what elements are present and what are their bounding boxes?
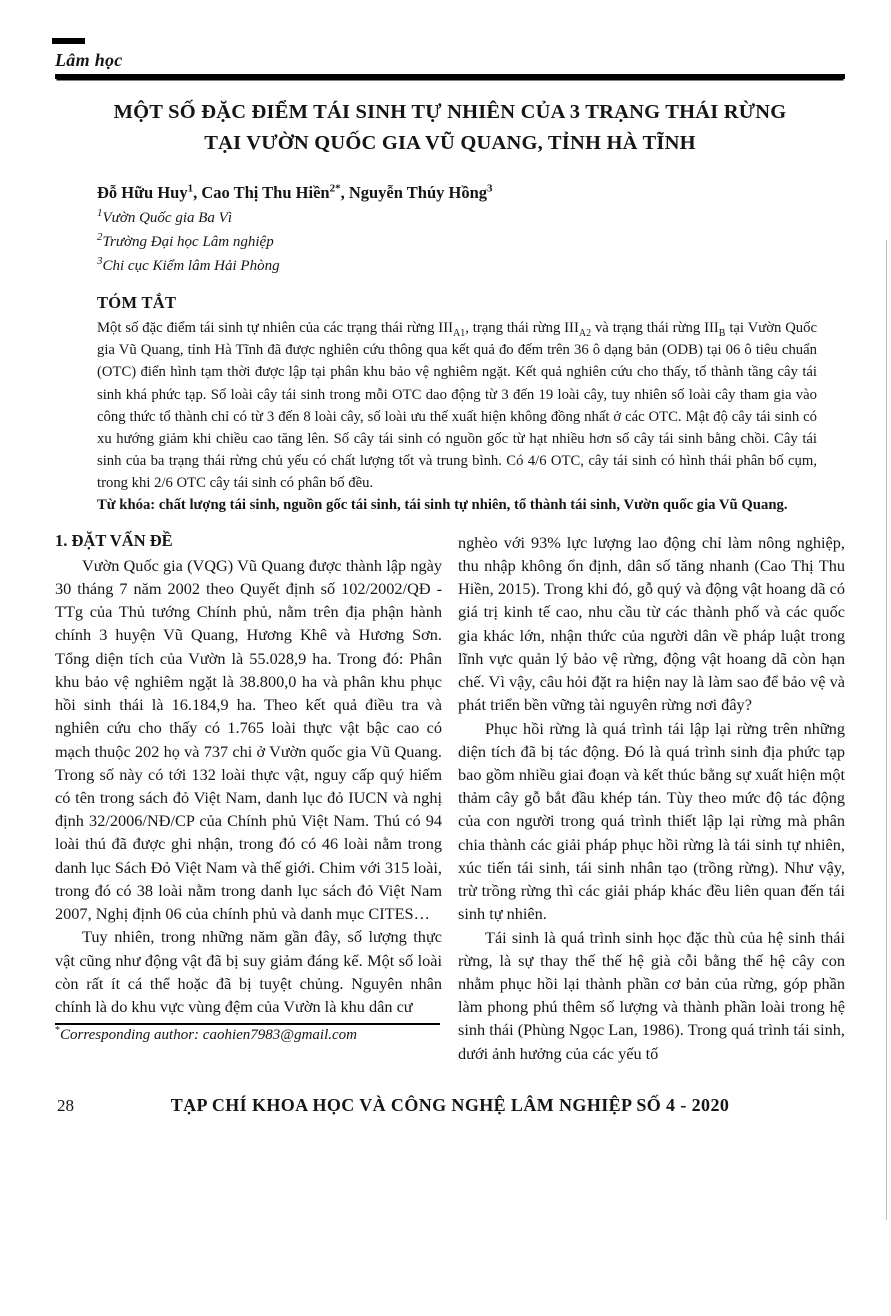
body-paragraph: nghèo với 93% lực lượng lao động chỉ làm nông nghiệp, thu nhập không ổn định, dân số tăng nhanh (Cao Thị Thu Hiền, 2015). Trong khi đó, gỗ quý và động vật hoang dã có giá trị kinh tế cao, nhu cầu từ các thành phố và các quốc gia khác lớn, nhận thức của người dân về pháp luật trong lĩnh vực quản lý bảo vệ rừng, động vật hoang dã còn hạn chế. Vì vậy, câu hỏi đặt ra hiện nay là làm sao để bảo vệ và phát triển bền vững tài nguyên rừng nơi đây? <box>458 532 845 715</box>
affiliation-marker: 2 <box>97 230 103 243</box>
affiliation-text: Trường Đại học Lâm nghiệp <box>102 233 274 250</box>
abstract-text <box>97 317 817 493</box>
body-paragraph: Phục hồi rừng là quá trình tái lập lại rừng trên những diện tích đã bị tác động. Đó là quá trình sinh địa phức tạp bao gồm nhiều giai đoạn và kết thúc bằng sự xuất hiện một thảm cây gỗ bắt đầu khép tán. Tùy theo mức độ tác động của con người trong quá trình thiết lập lại rừng mà phân chia thành các giải pháp phục hồi rừng là tái sinh tự nhiên, xúc tiến tái sinh, tái sinh nhân tạo (trồng rừng). Như vậy, trừ trồng rừng thì các giải pháp khác đều liên quan đến tái sinh tự nhiên. <box>458 718 845 924</box>
forest-state-subscript: A2 <box>578 328 592 340</box>
affiliation <box>97 254 845 278</box>
journal-title: TẠP CHÍ KHOA HỌC VÀ CÔNG NGHỆ LÂM NGHIỆP SỐ 4 - 2020 <box>170 1094 730 1115</box>
keywords-text: chất lượng tái sinh, nguồn gốc tái sinh, tái sinh tự nhiên, tổ thành tái sinh, Vườn quốc gia Vũ Quang. <box>158 496 788 513</box>
abstract-segment: và trạng thái rừng III <box>591 320 719 337</box>
section-1-heading: 1. ĐẶT VẤN ĐỀ <box>55 530 173 550</box>
authors-block <box>97 183 845 279</box>
footnote <box>55 1023 440 1044</box>
affiliation <box>97 230 845 254</box>
body-paragraph: Vườn Quốc gia (VQG) Vũ Quang được thành lập ngày 30 tháng 7 năm 2002 theo Quyết định số 102/2002/QĐ - TTg của Thủ tướng Chính phủ, nằm trên địa phận hành chính 3 huyện Vũ Quang, Hương Khê và Hương Sơn. Tổng diện tích của Vườn là 55.028,9 ha. Trong đó: Phân khu bảo vệ nghiêm ngặt là 38.800,0 ha và phân khu phục hồi sinh thái là 16.184,9 ha. Theo kết quả điều tra và nghiên cứu cho thấy có 1.765 loài thực vật bậc cao có mạch thuộc 202 họ và 737 chi ở Vườn quốc gia Vũ Quang. Trong số này có tới 132 loài thực vật, nguy cấp quý hiếm có tên trong sách đỏ Việt Nam, danh lục đỏ IUCN và nghị định 32/2006/NĐ/CP của Chính phủ Việt Nam. Thú có 94 loài thú đã được ghi nhận, trong đó có 46 loài nằm trong danh lục Sách Đỏ Việt Nam và thế giới. Chim với 315 loài, trong đó có 38 loài nằm trong danh lục sách đỏ Việt Nam 2007, Nghị định 06 của chính phủ và danh mục CITES… <box>55 555 442 924</box>
header-rule <box>55 74 845 79</box>
right-column <box>458 531 845 1065</box>
author-name: Cao Thị Thu Hiền <box>201 182 330 202</box>
abstract-segment: tại Vườn Quốc gia Vũ Quang, tỉnh Hà Tĩnh đã được nghiên cứu thông qua kết quả đo đếm trên 36 ô dạng bản (ODB) tại 06 ô tiêu chuẩn (OTC) điển hình tạm thời được lập tại phân khu bảo vệ nghiêm ngặt. Kết quả nghiên cứu cho thấy, tổ thành tầng cây tái sinh khá phức tạp. Số loài cây tái sinh trong mỗi OTC dao động từ 3 đến 19 loài cây, tuy nhiên số loài cây tham gia vào công thức tổ thành chỉ có từ 3 đến 8 loài cây, số loài ưu thế xuất hiện không đồng nhất ở các OTC. Mật độ cây tái sinh có xu hướng giảm khi chiều cao tăng lên. Số cây tái sinh có nguồn gốc từ hạt nhiều hơn số cây tái sinh bằng chồi. Cây tái sinh của ba trạng thái rừng chủ yếu có chất lượng tốt và trung bình. Có 4/6 OTC, cây tái sinh có hình thái phân bố cụm, trong khi 2/6 OTC cây tái sinh có phân bố đều. <box>97 320 818 491</box>
affiliation-text: Chi cục Kiểm lâm Hải Phòng <box>102 258 280 275</box>
affiliation <box>97 206 845 230</box>
abstract-segment: , trạng thái rừng III <box>465 320 579 337</box>
affiliation-marker: 1 <box>97 206 103 219</box>
running-head: Lâm học <box>55 50 123 70</box>
scan-artifact-dash <box>52 38 85 44</box>
authors-line <box>97 183 845 203</box>
author-affil-marker: 3 <box>487 182 493 194</box>
page-number: 28 <box>57 1095 74 1115</box>
paper-title-line1: MỘT SỐ ĐẶC ĐIỂM TÁI SINH TỰ NHIÊN CỦA 3 TRẠNG THÁI RỪNG <box>113 101 787 123</box>
keywords-label: Từ khóa: <box>97 496 159 513</box>
author-separator: , <box>193 182 202 202</box>
affiliation-marker: 3 <box>97 255 103 268</box>
author-name: Đỗ Hữu Huy <box>97 182 188 202</box>
body-columns <box>55 531 845 1065</box>
author-separator: , <box>340 182 349 202</box>
paper-title-line2: TẠI VƯỜN QUỐC GIA VŨ QUANG, TỈNH HÀ TĨNH <box>204 131 696 154</box>
abstract-segment: Một số đặc điểm tái sinh tự nhiên của các trạng thái rừng III <box>97 320 453 337</box>
forest-state-subscript: B <box>718 328 726 340</box>
author-affil-marker: 1 <box>187 182 194 194</box>
author-name: Nguyễn Thúy Hồng <box>348 182 488 202</box>
forest-state-subscript: A1 <box>452 328 466 340</box>
abstract-heading: TÓM TẮT <box>97 293 177 313</box>
affiliation-text: Vườn Quốc gia Ba Vì <box>102 209 232 226</box>
left-column <box>55 531 442 1065</box>
paper-title <box>55 97 845 159</box>
author-affil-marker: 2* <box>329 182 341 194</box>
scan-artifact-edge <box>886 240 887 1220</box>
body-paragraph: Tái sinh là quá trình sinh học đặc thù của hệ sinh thái rừng, là sự thay thế thế hệ già cỗi bằng thế hệ cây con nhằm phục hồi lại thành phần cơ bản của rừng, góp phần làm phong phú thêm số lượng và thành phần loài trong hệ sinh thái (Phùng Ngọc Lan, 1986). Trong quá trình tái sinh, dưới ảnh hưởng của các yếu tố <box>458 927 845 1063</box>
keywords-line <box>97 494 817 516</box>
footnote-marker: * <box>55 1025 60 1037</box>
abstract-section <box>97 293 817 515</box>
page-footer <box>55 1095 845 1116</box>
body-paragraph: Tuy nhiên, trong những năm gần đây, số lượng thực vật cũng như động vật đã bị suy giảm đáng kể. Một số loài còn rất ít cá thể hoặc đã bị tuyệt chủng. Nguyên nhân chính là do khu vực vùng đệm của Vườn là khu dân cư <box>55 927 442 1016</box>
footnote-text: Corresponding author: caohien7983@gmail.com <box>60 1027 357 1044</box>
